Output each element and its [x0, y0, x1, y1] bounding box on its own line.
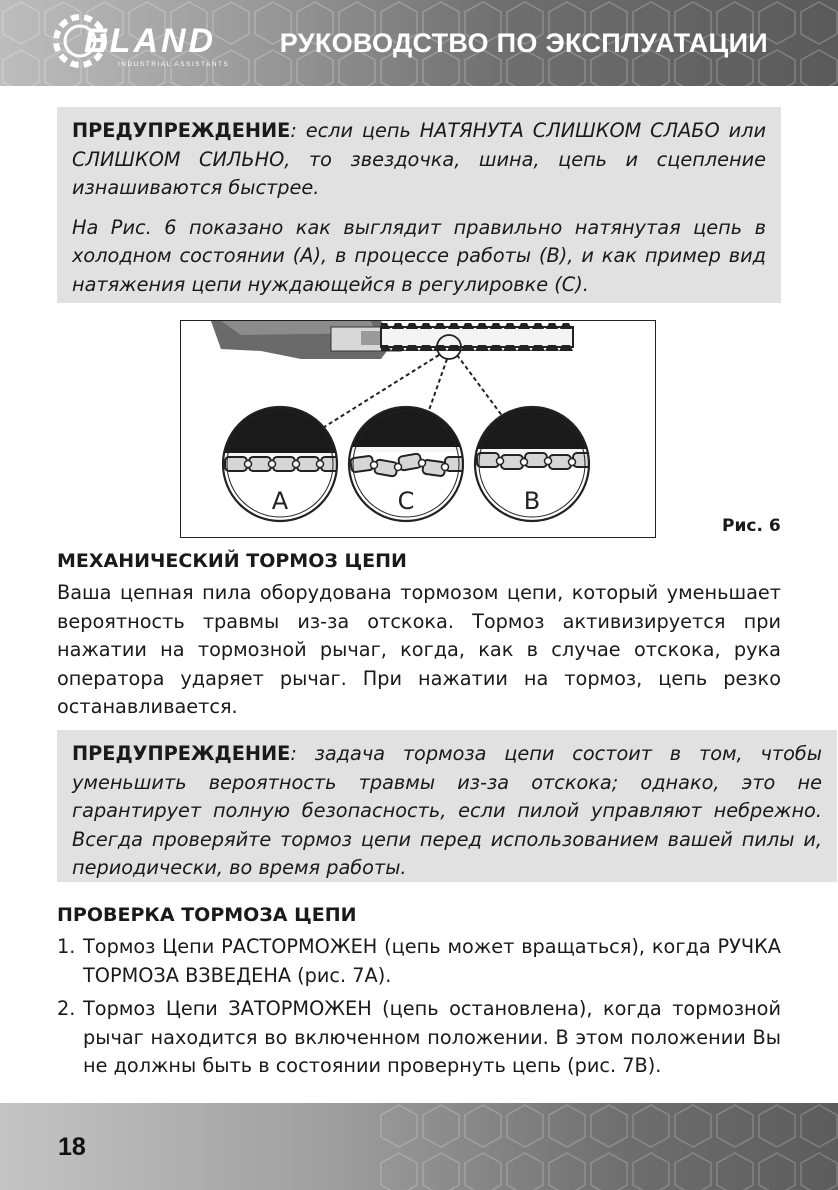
warning-box-brake	[57, 730, 837, 882]
list-item-number: 2.	[57, 997, 76, 1020]
warning-text: : задача тормоза цепи состоит в том, чтобы уменьшить вероятность травмы из-за отскока; однако, это не гарантирует полную безопасность, если пилой управляют небрежно. Всегда проверяйте тормоз цепи перед использованием вашей пилы и, периодически, во время работы.	[72, 742, 822, 879]
section-text-brake: Ваша цепная пила оборудована тормозом цепи, который уменьшает вероятность травмы из-за отскока. Тормоз активизируется при нажатии на тормозной рычаг, когда, как в случае отскока, рука оператора ударяет рычаг. При нажатии на тормоз, цепь резко останавливается.	[57, 581, 781, 718]
figure-caption: Рис. 6	[722, 516, 781, 536]
hexagon-pattern	[0, 1103, 838, 1190]
page-header	[0, 0, 838, 86]
warning-box-tension	[57, 107, 781, 303]
warning-paragraph	[72, 740, 822, 883]
detail-circle-c	[347, 405, 467, 521]
eland-logo	[48, 8, 278, 74]
logo-text: ELAND	[84, 22, 217, 60]
detail-circle-b	[473, 405, 595, 521]
list-item-text: Тормоз Цепи РАСТОРМОЖЕН (цепь может вращаться), когда РУЧКА ТОРМОЗА ВЗВЕДЕНА (рис. 7А).	[83, 935, 781, 987]
figure-description: На Рис. 6 показано как выглядит правильно натянутая цепь в холодном состоянии (А), в процессе работы (В), и как пример вид натяжения цепи нуждающейся в регулировке (С).	[72, 215, 766, 296]
brake-check-list	[57, 933, 781, 1086]
warning-label: ПРЕДУПРЕЖДЕНИЕ	[72, 119, 291, 142]
list-item-text: Тормоз Цепи ЗАТОРМОЖЕН (цепь остановлена), когда тормозной рычаг находится во включенном положении. В этом положении Вы не должны быть в состоянии провернуть цепь (рис. 7В).	[83, 997, 781, 1077]
guide-bar	[381, 327, 573, 347]
page-number: 18	[58, 1133, 86, 1161]
section-title-brake-check: ПРОВЕРКА ТОРМОЗА ЦЕПИ	[57, 904, 357, 926]
chain-tension-illustration	[181, 321, 656, 538]
warning-text: : если цепь НАТЯНУТА СЛИШКОМ СЛАБО или СЛИШКОМ СИЛЬНО, то звездочка, шина, цепь и сцепление изнашиваются быстрее.	[72, 119, 766, 199]
warning-paragraph	[72, 117, 766, 203]
section-title-brake: МЕХАНИЧЕСКИЙ ТОРМОЗ ЦЕПИ	[57, 550, 407, 572]
page-footer	[0, 1103, 838, 1190]
label-a: A	[271, 487, 289, 515]
list-item	[57, 995, 781, 1081]
logo-subtitle: INDUSTRIAL ASSISTANTS	[118, 61, 230, 68]
label-b: B	[523, 487, 541, 515]
label-c: C	[397, 487, 415, 515]
list-item-number: 1.	[57, 935, 76, 958]
detail-circle-a	[221, 405, 343, 521]
header-title: РУКОВОДСТВО ПО ЭКСПЛУАТАЦИИ	[279, 28, 768, 58]
list-item	[57, 933, 781, 990]
figure-chain-tension	[180, 320, 656, 538]
warning-label: ПРЕДУПРЕЖДЕНИЕ	[72, 742, 291, 765]
